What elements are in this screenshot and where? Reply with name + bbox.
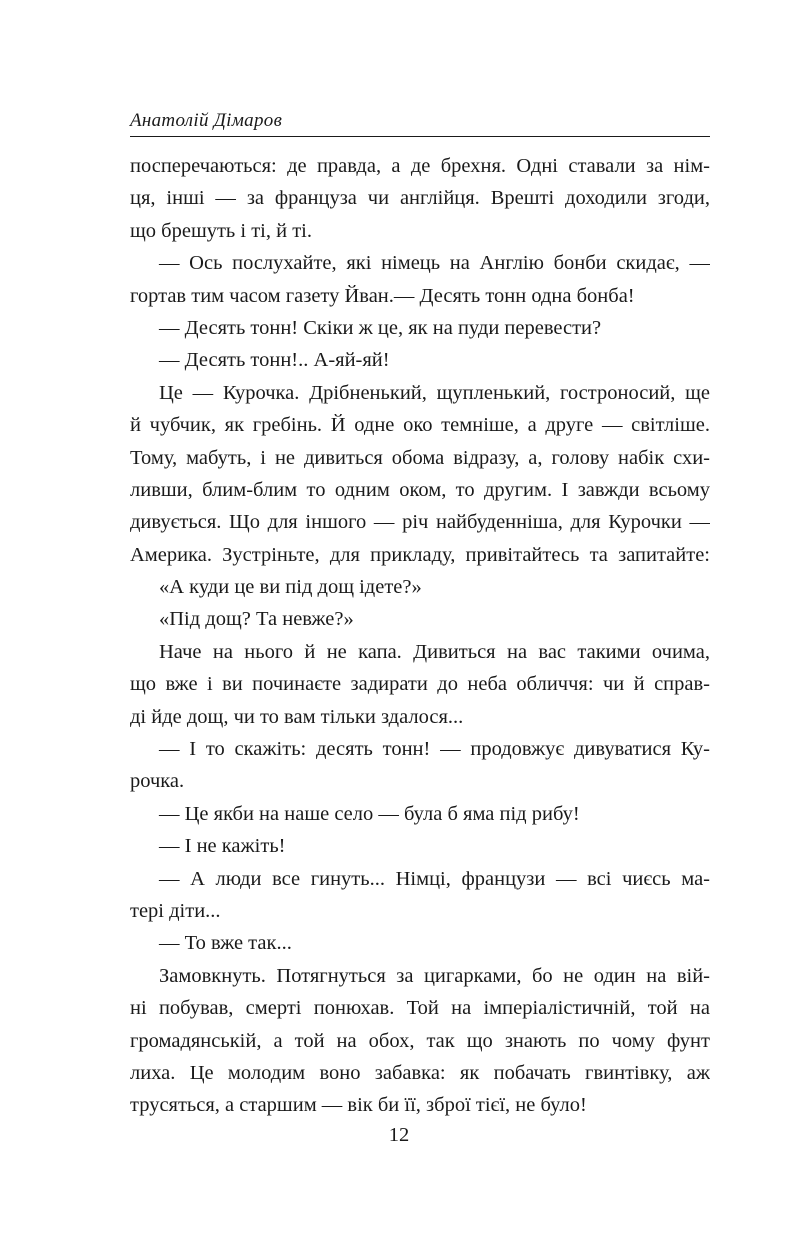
text-line: трусяться, а старшим — вік би її, зброї тієї, не було! <box>130 1094 587 1117</box>
text-line: ливши, блим-блим то одним оком, то другим. І завжди всьому <box>130 478 710 501</box>
text-line: рочка. <box>130 770 185 793</box>
text-line: — А люди все гинуть... Німці, французи — всі чиєсь ма- <box>159 867 710 890</box>
page-number: 12 <box>388 1124 410 1146</box>
text-line: — То вже так... <box>159 932 292 955</box>
text-line: що брешуть і ті, й ті. <box>130 219 313 242</box>
text-line: що вже і ви починаєте задирати до неба обличчя: чи й справ- <box>130 673 710 696</box>
text-line: гортав тим часом газету Йван.— Десять тонн одна бонба! <box>130 284 635 307</box>
text-line: Тому, мабуть, і не дивиться обома відразу, а, голову набік схи- <box>130 446 710 469</box>
text-line: Це — Курочка. Дрібненький, щупленький, гостроносий, ще <box>159 381 710 404</box>
text-line: громадянській, а той на обох, так що знають по чому фунт <box>130 1029 710 1052</box>
text-line: дивується. Що для іншого — річ найбуденніша, для Курочки — <box>130 511 710 534</box>
text-line: «А куди це ви під дощ ідете?» <box>159 576 422 599</box>
text-line: — І то скажіть: десять тонн! — продовжує дивуватися Ку- <box>159 738 710 761</box>
text-line: — Десять тонн! Скіки ж це, як на пуди перевести? <box>159 316 602 339</box>
text-line: ді йде дощ, чи то вам тільки здалося... <box>130 705 464 728</box>
text-line: й чубчик, як гребінь. Й одне око темніше, а друге — світліше. <box>130 414 710 437</box>
text-line: — Це якби на наше село — була б яма під рибу! <box>159 802 580 825</box>
text-line: «Під дощ? Та невже?» <box>159 608 354 631</box>
body-text <box>130 150 710 1122</box>
text-line: Замовкнуть. Потягнуться за цигарками, бо не один на вій- <box>159 964 710 987</box>
text-line: ні побував, смерті понюхав. Той на імперіалістичній, той на <box>130 997 710 1020</box>
text-line: Америка. Зустріньте, для прикладу, привітайтесь та запитайте: <box>130 543 710 566</box>
running-header <box>130 110 710 137</box>
text-line: посперечаються: де правда, а де брехня. Одні ставали за нім- <box>130 155 710 177</box>
text-line: — І не кажіть! <box>159 835 286 858</box>
text-line: Наче на нього й не капа. Дивиться на вас такими очима, <box>159 640 710 663</box>
text-line: лиха. Це молодим воно забавка: як побачать гвинтівку, аж <box>130 1061 710 1084</box>
text-line: ця, інші — за француза чи англійця. Врешті доходили згоди, <box>130 187 710 210</box>
text-line: — Ось послухайте, які німець на Англію бонби скидає, — <box>159 252 710 275</box>
running-title: Анатолій Дімаров <box>130 110 283 131</box>
text-line: тері діти... <box>130 899 221 922</box>
text-line: — Десять тонн!.. А-яй-яй! <box>159 349 390 372</box>
